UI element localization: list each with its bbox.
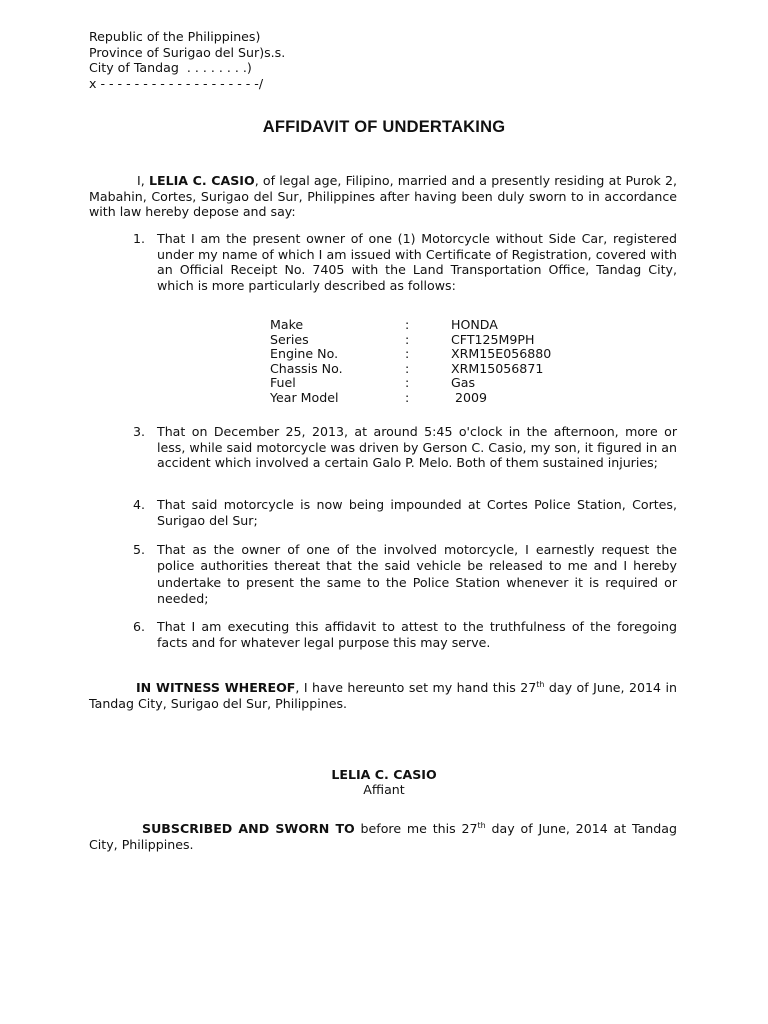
spec-value: CFT125M9PH bbox=[451, 331, 535, 347]
intro-paragraph bbox=[89, 173, 677, 220]
spec-label: Chassis No. bbox=[270, 360, 343, 376]
spec-label: Series bbox=[270, 331, 309, 347]
venue-city: City of Tandag . . . . . . . .) bbox=[89, 60, 252, 75]
spec-value: XRM15056871 bbox=[451, 360, 544, 376]
witness-paragraph bbox=[89, 680, 677, 712]
witness-ordinal: th bbox=[536, 679, 545, 689]
item-number: 5. bbox=[133, 542, 146, 557]
affiant-name-inline: LELIA C. CASIO bbox=[148, 173, 255, 188]
venue-province: Province of Surigao del Sur)s.s. bbox=[89, 44, 286, 60]
spec-row bbox=[270, 347, 570, 362]
jurat-text: before me this 27 bbox=[354, 821, 478, 836]
venue-block bbox=[89, 29, 285, 91]
spec-row bbox=[270, 376, 570, 391]
intro-prefix: I, bbox=[137, 173, 149, 188]
list-item bbox=[133, 231, 677, 293]
spec-colon: : bbox=[405, 346, 410, 362]
affiant-label: Affiant bbox=[363, 782, 405, 797]
spec-row bbox=[270, 318, 570, 333]
item-text: That said motorcycle is now being impounded at Cortes Police Station, Cortes, Surigao del Sur; bbox=[157, 497, 677, 528]
spec-label: Fuel bbox=[270, 375, 296, 391]
witness-text-continued: day of June, 2014 in Tandag City, Surigao del Sur, Philippines. bbox=[89, 680, 677, 711]
document-title: AFFIDAVIT OF UNDERTAKING bbox=[262, 118, 506, 136]
spec-colon: : bbox=[405, 389, 410, 405]
venue-separator: x - - - - - - - - - - - - - - - - - - -/ bbox=[89, 75, 264, 91]
item-text: That as the owner of one of the involved motorcycle, I earnestly request the police authorities thereat that the said vehicle be released to me and I hereby undertake to present the same to the Police Station whenever it is required or needed; bbox=[157, 542, 677, 606]
jurat-text-continued: day of June, 2014 at Tandag City, Philippines. bbox=[89, 821, 677, 852]
witness-lead: IN WITNESS WHEREOF bbox=[136, 680, 296, 695]
item-text: That I am executing this affidavit to attest to the truthfulness of the foregoing facts and for whatever legal purpose this may serve. bbox=[157, 619, 677, 650]
list-item bbox=[133, 497, 677, 528]
witness-text: , I have hereunto set my hand this 27 bbox=[295, 680, 537, 695]
spec-colon: : bbox=[405, 375, 410, 391]
spec-label: Year Model bbox=[270, 389, 339, 405]
intro-text: , of legal age, Filipino, married and a presently residing at Purok 2, Mabahin, Cortes, Surigao del Sur, Philippines after having been duly sworn to in accordance with law hereby depose and say: bbox=[89, 173, 677, 219]
spec-row bbox=[270, 362, 570, 377]
item-number: 4. bbox=[133, 497, 146, 512]
spec-label: Engine No. bbox=[270, 346, 339, 362]
spec-row bbox=[270, 391, 570, 406]
item-text: That I am the present owner of one (1) Motorcycle without Side Car, registered under my name of which I am issued with Certificate of Registration, covered with an Official Receipt No. 7405 with the Land Transportation Office, Tandag City, which is more particularly described as follows: bbox=[157, 231, 677, 293]
list-item bbox=[133, 542, 677, 607]
spec-value: XRM15E056880 bbox=[451, 346, 552, 362]
list-item bbox=[133, 619, 677, 650]
spec-label: Make bbox=[270, 317, 304, 332]
list-item bbox=[133, 424, 677, 471]
spec-value: 2009 bbox=[451, 389, 488, 405]
spec-colon: : bbox=[405, 331, 410, 347]
jurat-paragraph bbox=[89, 821, 677, 853]
spec-colon: : bbox=[405, 360, 410, 376]
item-number: 3. bbox=[133, 424, 146, 439]
spec-value: Gas bbox=[451, 375, 476, 391]
vehicle-specs-table bbox=[270, 318, 570, 406]
jurat-lead: SUBSCRIBED AND SWORN TO bbox=[142, 821, 355, 836]
spec-row bbox=[270, 333, 570, 348]
item-text: That on December 25, 2013, at around 5:45 o'clock in the afternoon, more or less, while said motorcycle was driven by Gerson C. Casio, my son, it figured in an accident which involved a certain Galo P. Melo. Both of them sustained injuries; bbox=[157, 424, 677, 470]
item-number: 1. bbox=[133, 231, 146, 246]
affiant-signature-name: LELIA C. CASIO bbox=[331, 767, 437, 782]
spec-value: HONDA bbox=[451, 317, 498, 332]
venue-republic: Republic of the Philippines) bbox=[89, 29, 261, 44]
jurat-ordinal: th bbox=[477, 820, 486, 830]
item-number: 6. bbox=[133, 619, 146, 634]
spec-colon: : bbox=[405, 317, 410, 332]
